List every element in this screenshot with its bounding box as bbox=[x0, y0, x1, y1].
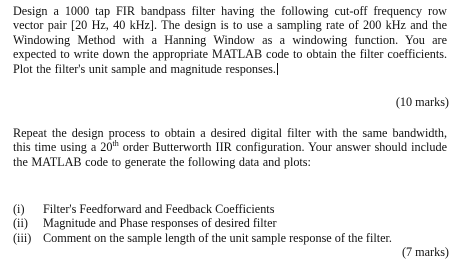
question1-paragraph bbox=[13, 4, 447, 76]
ordinal-suffix: th bbox=[112, 139, 119, 149]
question2-paragraph bbox=[13, 126, 447, 169]
list-item bbox=[13, 202, 453, 216]
question1-marks: (10 marks) bbox=[395, 95, 449, 109]
question2-marks: (7 marks) bbox=[401, 245, 449, 259]
question2-text-start: Repeat the design process to obtain a desired digital filter with the same bandwidth, this time using a 20 bbox=[13, 126, 447, 155]
list-item-number: (iii) bbox=[13, 230, 32, 245]
requirements-list bbox=[13, 202, 453, 245]
question1-text: Design a 1000 tap FIR bandpass filter having the following cut-off frequency row vector pair [20 Hz, 40 kHz]. The design is to use a sampling rate of 200 kHz and the Windowing Method with a Hanning Window as a windowing function. You are expected to write down the appropriate MATLAB code to obtain the filter coefficients. Plot the filter's unit sample and magnitude responses. bbox=[13, 4, 447, 76]
list-item-text: Comment on the sample length of the unit sample response of the filter. bbox=[43, 230, 392, 245]
question2-text-end: order Butterworth IIR configuration. Your answer should include the MATLAB code to generate the following data and plots: bbox=[13, 140, 447, 169]
list-item-number: (i) bbox=[13, 202, 25, 216]
list-item-text: Filter's Feedforward and Feedback Coefficients bbox=[43, 202, 275, 216]
list-item-number: (ii) bbox=[13, 216, 28, 231]
list-item bbox=[13, 216, 453, 230]
list-item bbox=[13, 231, 453, 245]
text-cursor bbox=[277, 63, 278, 75]
list-item-text: Magnitude and Phase responses of desired filter bbox=[43, 216, 277, 231]
